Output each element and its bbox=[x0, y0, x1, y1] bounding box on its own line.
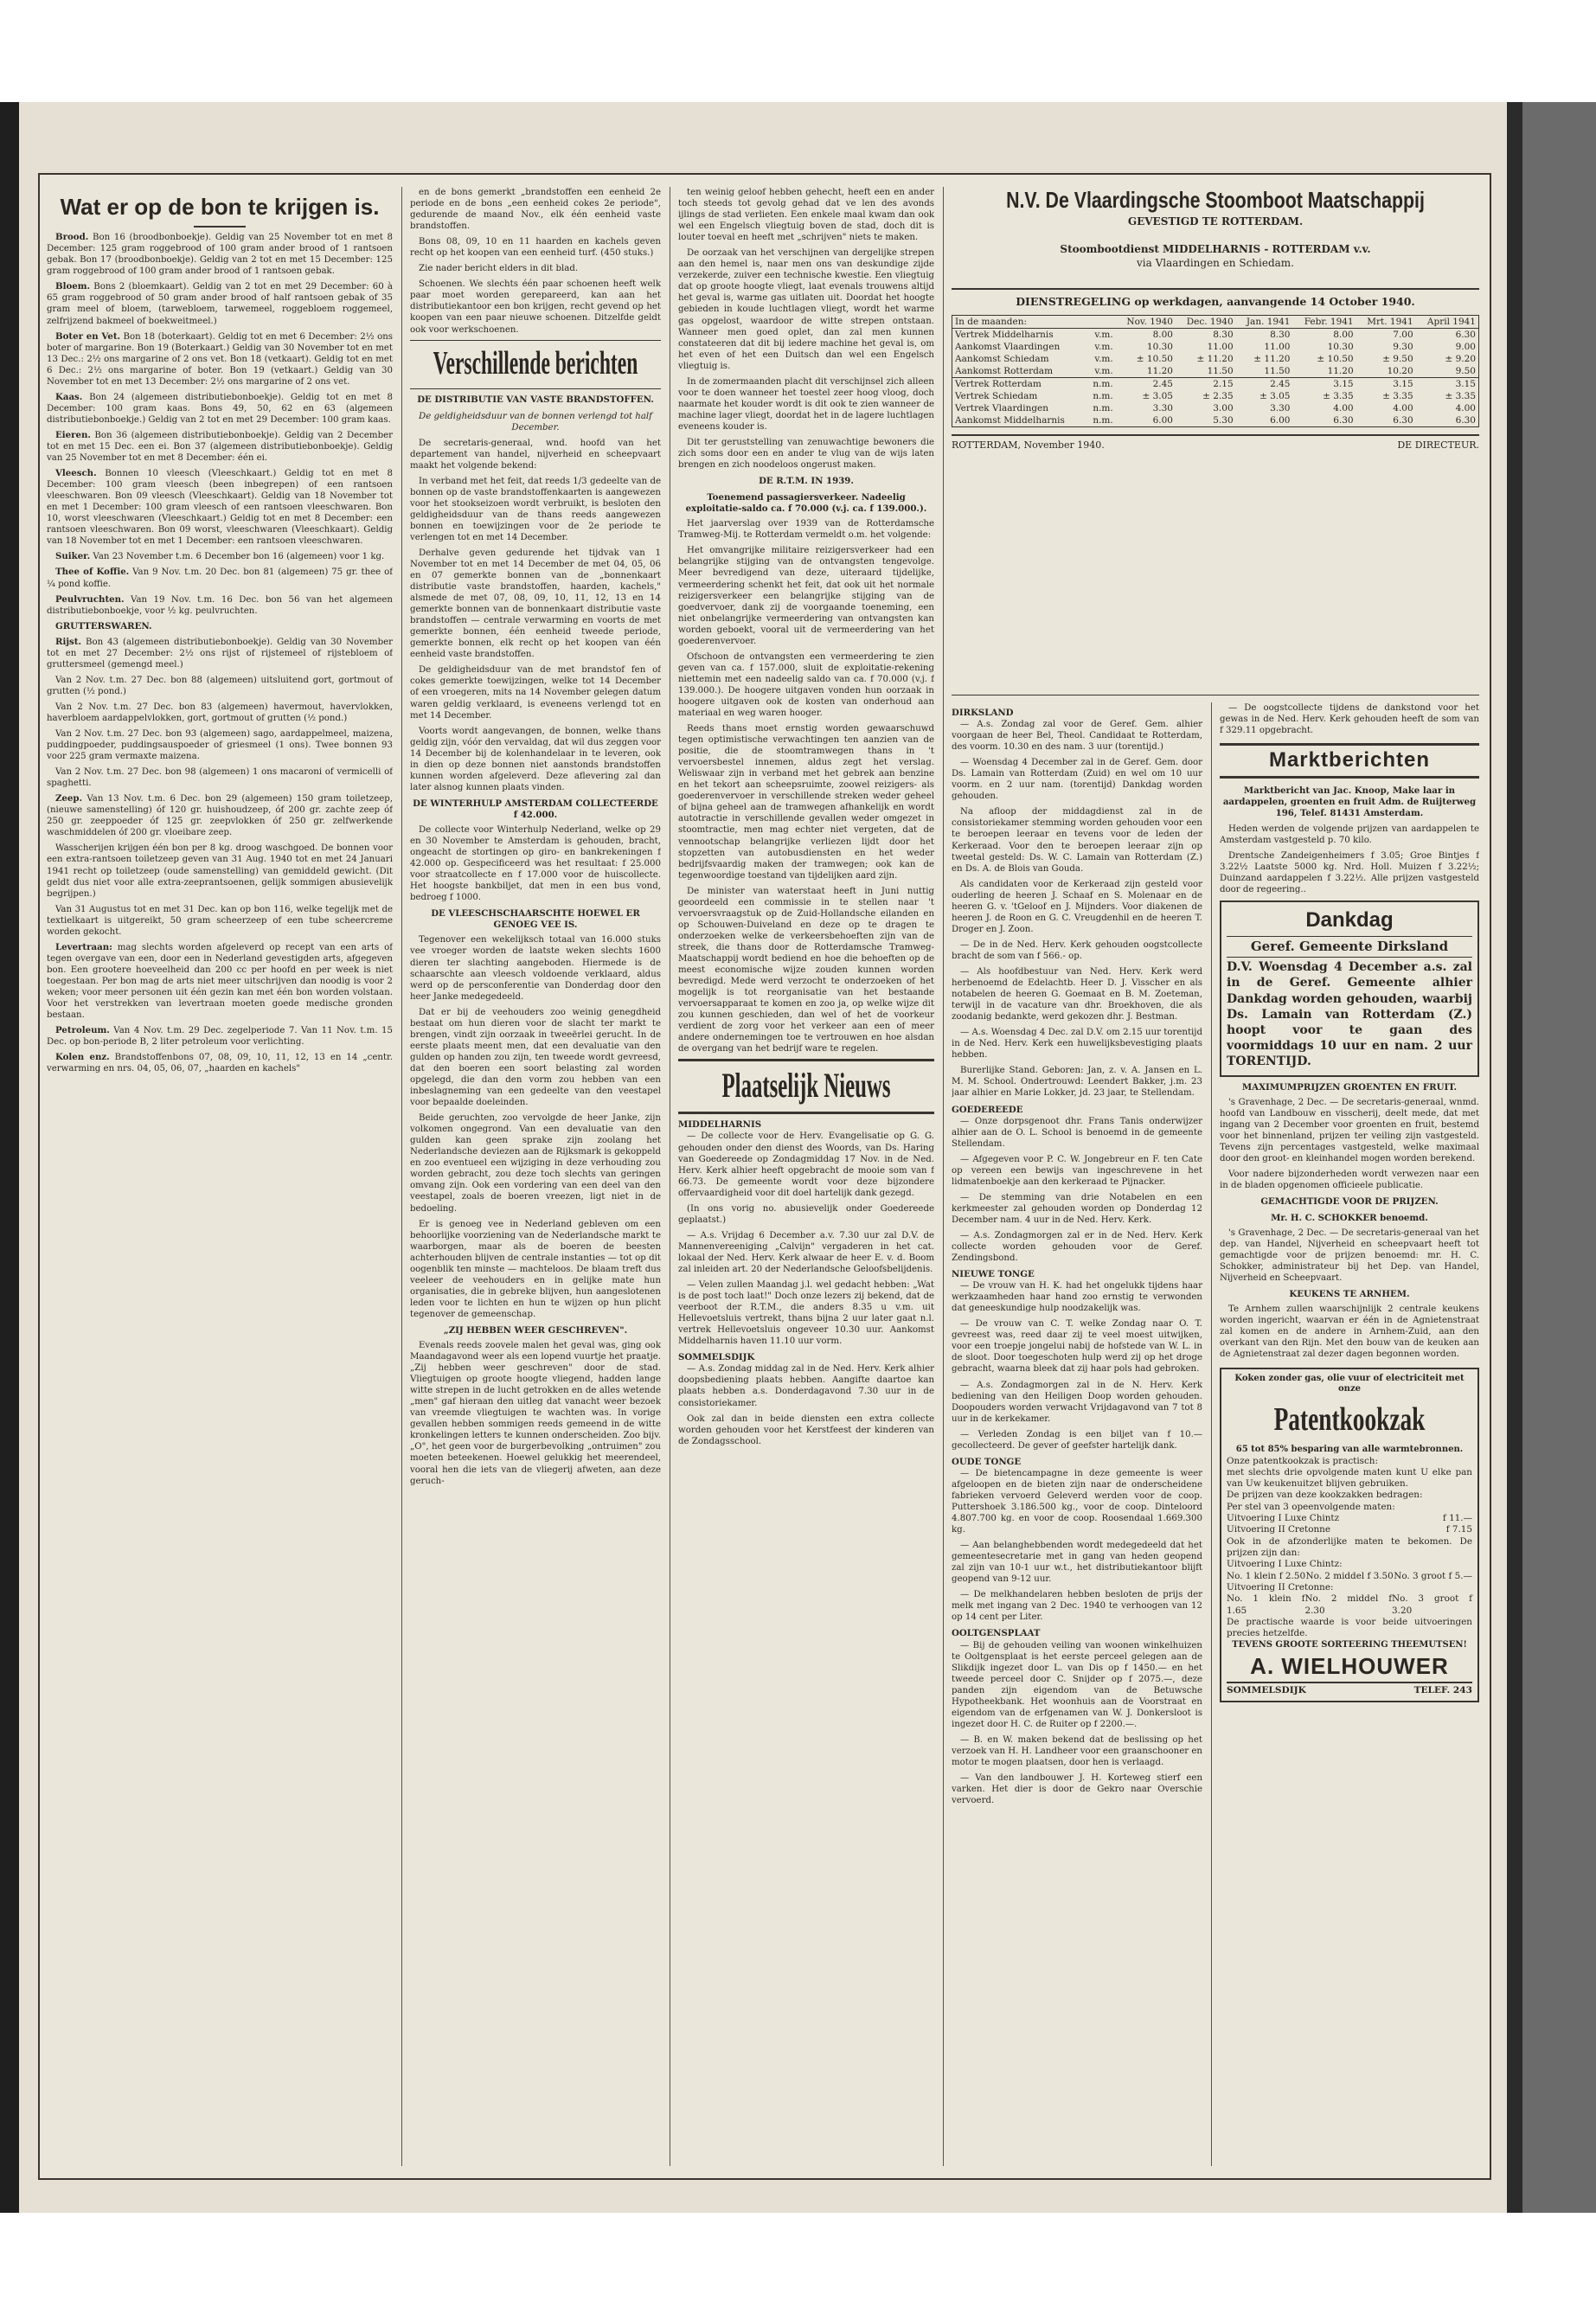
ad-description bbox=[1227, 1456, 1472, 1514]
ration-entry bbox=[47, 637, 393, 670]
ration-entry bbox=[47, 675, 393, 697]
ration-entry bbox=[47, 1052, 393, 1074]
section-rule bbox=[410, 388, 661, 389]
ration-item: Suiker. bbox=[55, 551, 91, 562]
departure-time: 3.15 bbox=[1292, 378, 1356, 391]
article-paragraph: Ofschoon de ontvangsten een vermeerdering te zien geven van ca. f 157.000, sluit de exploitatie-rekening niettemin met een nadeelig saldo van ca. f 70.000 (v.j. f 139.000.). De hoogere uitgaven vonden hun oorzaak in hoogere uitgaven ook de kosten van onderhoud aan materiaal en weg waren hooger. bbox=[678, 651, 934, 719]
ration-entry bbox=[47, 468, 393, 547]
timetable-row bbox=[952, 414, 1479, 427]
month-header: Dec. 1940 bbox=[1176, 316, 1236, 329]
ration-entry bbox=[47, 392, 393, 426]
article-subheading: De geldigheidsduur van de bonnen verlengd tot half December. bbox=[419, 412, 652, 433]
ad-footer bbox=[1227, 1682, 1472, 1697]
dankdag-congregation: Geref. Gemeente Dirksland bbox=[1227, 936, 1472, 958]
month-header: Jan. 1941 bbox=[1236, 316, 1293, 329]
article-paragraph: — Velen zullen Maandag j.l. wel gedacht hebben: „Wat is de post toch laat!" Doch onze lezers zij bekend, dat de veerboot der R.T.M., die anders 8.35 u v.m. uit Hellevoetsluis vertrekt, thans bijna 2 uur later gaat n.l. vertrek Hellevoetsluis ongeveer 10.30 uur. Aankomst Middelharnis haven 11.10 uur vorm. bbox=[678, 1280, 934, 1347]
article-paragraph: — Aan belanghebbenden wordt medegedeeld dat het gemeentesecretarie met in gang van heden geopend zal zijn van 10-1 uur w.t., het distributiekantoor blijft geopend van 9-12 uur. bbox=[952, 1541, 1202, 1585]
section-rule bbox=[410, 340, 661, 341]
article-paragraph: — De melkhandelaren hebben besloten de prijs der melk met ingang van 2 Dec. 1940 te verhoogen van 12 op 14 cent per Liter. bbox=[952, 1590, 1202, 1623]
article-paragraph: De oorzaak van het verschijnen van dergelijke strepen aan den hemel is, naar men ons van deskundige zijde verzekerde, zuiver een technische kwestie. Een vliegtuig dat op groote hoogte vliegt, laat evenals trouwens altijd het geval is, warme gas uitlaten uit. Doordat het hoogte gebieden in koude luchtlagen vliegt, wordt het warme gas opgelost, waardoor de witte strepen ontstaan. Wanneer men goed oplet, dan zal men kunnen constateeren dat dit bij iedere machine het geval is, om het even of het een Duitsch dan wel een Engelsch vliegtuig is. bbox=[678, 248, 934, 371]
departure-time: 10.20 bbox=[1387, 366, 1413, 376]
article-paragraph: ten weinig geloof hebben gehecht, heeft een en ander toch steeds tot gevolg gehad dat ve len des avonds ijlings de stad verlieten. Een enkele maal kwam dan ook wel een Engelsch vliegtuig boven de stad, doch dit is louter toeval en heeft met „schrijven" niets te maken. bbox=[678, 188, 934, 243]
article-paragraph: Er is genoeg vee in Nederland gebleven om een behoorlijke voorziening van de Nederlandsche markt te waarborgen, maar als de boeren de beesten achterhouden blijven de centrale instanties — tot op dit oogenblik ten minste — machteloos. De blaam treft dus veeleer de veehouders en in gelijke mate hun organisaties, die in gebreke blijven, hun aangeslotenen leden voor te lichten en hun te wijzen op hun plicht tegenover de gemeenschap. bbox=[410, 1219, 661, 1319]
ad-intro: Koken zonder gas, olie vuur of electriciteit met onze bbox=[1234, 1373, 1465, 1394]
ad-line: met slechts drie opvolgende maten kunt U elke pan van Uw keukenuitzet blijven gebruiken. bbox=[1227, 1466, 1472, 1490]
departure-time: 3.30 bbox=[1152, 403, 1173, 413]
departure-time: 8.00 bbox=[1152, 330, 1173, 340]
departure-time: 9.50 bbox=[1455, 366, 1476, 376]
article-paragraph: Na afloop der middagdienst zal in de consistoriekamer stemming worden gehouden voor een te beroepen leeraar en tevens voor de leden der Kerkeraad. Voor den te beroepen leeraar zijn op tweetal gesteld: Ds. W. C. Lamain van Rotterdam (Z.) en Ds. A. de Blois van Gouda. bbox=[952, 807, 1202, 874]
column-divider bbox=[1211, 702, 1212, 2166]
timetable-row bbox=[952, 402, 1479, 414]
ration-item: Rijst. bbox=[55, 636, 82, 647]
departure-time: 3.15 bbox=[1356, 378, 1416, 391]
article-heading: GEMACHTIGDE VOOR DE PRIJZEN. bbox=[1260, 1195, 1439, 1207]
ration-details: Van 9 Nov. t.m. 20 Dec. bon 81 (algemeen) 75 gr. thee of ¼ pond koffie. bbox=[47, 567, 393, 589]
company-location: GEVESTIGD TE ROTTERDAM. bbox=[1127, 215, 1304, 228]
time-period: n.m. bbox=[1093, 403, 1113, 413]
article-paragraph: — Woensdag 4 December zal in de Geref. Gem. door Ds. Lamain van Rotterdam (Zuid) en wel om 10 uur voorm. en 2 uur nam. (torentijd) Dankdag worden gehouden. bbox=[952, 758, 1202, 802]
departure-time: 6.30 bbox=[1455, 415, 1476, 426]
article-body bbox=[410, 438, 661, 793]
plaatselijk-nieuws-heading: Plaatselijk Nieuws bbox=[721, 1066, 891, 1106]
timetable-row bbox=[952, 329, 1479, 342]
article-paragraph: en de bons gemerkt „brandstoffen een eenheid 2e periode en de bons „een eenheid cokes 2e periode", gedurende de maand Nov., elk één eenheid vaste brandstoffen. bbox=[410, 188, 661, 232]
ad-town: SOMMELSDIJK bbox=[1227, 1684, 1306, 1695]
ration-entry bbox=[47, 567, 393, 589]
article-paragraph: In de zomermaanden placht dit verschijnsel zich alleen voor te doen wanneer het toestel zeer hoog vloog, doch naarmate het kouder wordt is dit ook te zien wanneer de machine lager vliegt, doordat het in de lagere luchtlagen eveneens kouder is. bbox=[678, 376, 934, 432]
article-heading: „ZIJ HEBBEN WEER GESCHREVEN". bbox=[443, 1324, 628, 1336]
ad-line: Per stel van 3 opeenvolgende maten: bbox=[1227, 1501, 1395, 1512]
local-news-list bbox=[952, 708, 1202, 1806]
stop-name: Aankomst Schiedam bbox=[955, 354, 1049, 364]
column-berichten bbox=[410, 187, 661, 2166]
stop-name: Aankomst Rotterdam bbox=[955, 366, 1054, 376]
place-heading: NIEUWE TONGE bbox=[952, 1269, 1035, 1280]
article-paragraph: Heden werden de volgende prijzen van aardappelen te Amsterdam vastgesteld p. 70 kilo. bbox=[1220, 824, 1479, 846]
article-heading: DE R.T.M. IN 1939. bbox=[759, 476, 854, 487]
column-market bbox=[1220, 702, 1479, 2166]
ad-shop-name: A. WIELHOUWER bbox=[1250, 1653, 1449, 1680]
ration-item: Kolen enz. bbox=[55, 1052, 110, 1063]
section-rule bbox=[678, 1059, 934, 1061]
ad-tagline: 65 tot 85% besparing van alle warmtebronnen. bbox=[1235, 1444, 1464, 1454]
article-subheading: Toenemend passagiersverkeer. Nadeelig exploitatie-saldo ca. f 70.000 (v.j. ca. f 139.000.). bbox=[685, 492, 927, 515]
article-paragraph: — Afgegeven voor P. C. W. Jongebreur en F. ten Cate op vereen een bewijs van ingeschrevene in het lidmatenboekje aan den kerkeraad te Pijnacker. bbox=[952, 1154, 1202, 1187]
article-paragraph: Ook zal dan in beide diensten een extra collecte worden gehouden voor het Kerstfeest der kinderen van de Zondagsschool. bbox=[678, 1413, 934, 1446]
ration-entry bbox=[47, 281, 393, 326]
months-label: In de maanden: bbox=[952, 316, 1116, 329]
article-paragraph: Voorts wordt aangevangen, de bonnen, welke thans geldig zijn, vóór den vervaldag, dat wil dus zeggen voor 14 December bij de kolenhandelaar in te leveren, ook in dien op deze bonnen niet aanstonds brandstoffen kunnen worden afgeleverd. Deze aflevering zal dan later alsnog kunnen plaats vinden. bbox=[410, 726, 661, 792]
dankdag-notice bbox=[1220, 901, 1479, 1076]
ad-variant: Uitvoering II Cretonne bbox=[1227, 1524, 1331, 1535]
ration-details: Bon 36 (algemeen distributiebonboekje). Geldig van 2 December tot en met 15 Dec. een ei. Bon 37 (algemeen distributiebonboekje). Geldig van 25 November tot en met 8 December: één ei. bbox=[47, 430, 393, 464]
ad-price: f 11.— bbox=[1442, 1513, 1472, 1524]
article-paragraph: — De vrouw van C. T. welke Zondag naar O. T. gevreest was, reed daar zij te veel moest uitwijken, voor een troepje jongelui nabij de hofstede van W. L. in de sloot. Door toegeschoten hulp werd zij op het droge gebracht, waarna bleek dat zij haar pols had gebroken. bbox=[952, 1319, 1202, 1375]
ad-size-price: No. 1 klein f 2.50 bbox=[1227, 1570, 1306, 1581]
ration-details: Bonnen 10 vleesch (Vleeschkaart.) Geldig tot en met 8 December: 100 gram vleesch (been inbegrepen) of een rantsoen vleeschwaren. Bon 09 vleesch (Vleeschkaart). Geldig van 18 November tot en met 1 December: 100 gram vleesch of een rantsoen vleeschwaren. Bon 10, worst vleeschwaren (Vleeschkaart.) Geldig tot en met 8 December: een rantsoen vleeschwaren. Bon 09 worst, vleeschwaren (Vleeschkaart). Geldig van 18 November tot en met 1 December: een rantsoen vleeschwaren. bbox=[47, 469, 393, 547]
time-period: n.m. bbox=[1086, 378, 1116, 391]
article-paragraph: 's Gravenhage, 2 Dec. — De secretaris-generaal, wnmd. hoofd van Landbouw en visscherij, deelt mede, dat met ingang van 2 December voor groenten en fruit, bestemd voor het binnenland, prijzen ter veiling zijn vastgesteld. Tevens zijn percentages vastgesteld, welke maximaal door den groot- en kleinhandel mogen worden berekend. bbox=[1220, 1097, 1479, 1163]
article-paragraph: — A.s. Zondag zal voor de Geref. Gem. alhier voorgaan de heer Bel, Theol. Candidaat te Rotterdam, des voorm. 10.30 en des nam. 3 uur (torentijd.) bbox=[952, 720, 1202, 753]
article-paragraph: Reeds thans moet ernstig worden gewaarschuwd tegen optimistische verwachtingen ten aanzien van de positie, die de stoomtramwegen thans in 't vervoersbestel innemen, aldus zegt het verslag. Weliswaar zijn in verband met het gebrek aan benzine en het tekort aan scheepsruimte, zoowel reizigers- als goederenvervoer in verschillende streken weder geheel of bijna geheel aan de tramwegen afhankelijk en wordt autotractie in verschillende gevallen weder omgezet in stoomtractie, men mag echter niet vergeten, dat de vennootschap belangrijke verliezen lijdt door het stopzetten van autobusdiensten en het weder bedrijfsvaardig maken der tramwegen; ook kan de tegenwoordige toestand van tijdelijken aard zijn. bbox=[678, 724, 934, 881]
departure-time: 2.45 bbox=[1236, 378, 1293, 391]
article-paragraph: — Als hoofdbestuur van Ned. Herv. Kerk werd herbenoemd de Edelachtb. Heer D. J. Visscher en als notabelen de heeren G. Goemaat en B. M. Zoeteman, terwijl in de vacature van dhr. Broekhoven, die als zoodanig bedankte, werd gekozen dhr. J. Bestman. bbox=[952, 966, 1202, 1022]
column-divider bbox=[401, 187, 402, 2166]
article-paragraph: Evenals reeds zoovele malen het geval was, ging ook Maandagavond weer als een lopend vuurtje het praatje. „Zij hebben weer geschreven" door de stad. Vliegtuigen op groote hoogte vliegend, hadden lange witte strepen in de lucht getrokken en de alles wetende „men" gaf hieraan den uitleg dat vanacht weer bezoek van vreemde vliegtuigen te wachten was. In vorige gevallen hebben sommigen reeds gemeend in de witte kronkelingen letters te kunnen onderscheiden. Zoo bijv. „O", het geen voor de burgerbevolking „ontruimen" zou moeten beteekenen. Hoewel gelukkig het meerendeel, vooral hen die iets van de vliegerij afweten, aan deze geruch- bbox=[410, 1341, 661, 1486]
ration-entry bbox=[47, 551, 393, 562]
ration-details: Bon 43 (algemeen distributiebonboekje). Geldig van 30 November tot en met 27 December: 2½ ons rijst of rijstemeel of rijstebloem of gruttersmeel (gemengd meel.) bbox=[47, 637, 393, 670]
ration-details: Van 4 Nov. t.m. 29 Dec. zegelperiode 7. Van 11 Nov. t.m. 15 Dec. op bon-periode B, 2 liter petroleum voor verlichting. bbox=[47, 1026, 393, 1048]
ration-item: Zeep. bbox=[55, 793, 83, 804]
time-period: n.m. bbox=[1093, 415, 1113, 426]
ration-item: Thee of Koffie. bbox=[55, 567, 130, 578]
departure-time: 11.50 bbox=[1264, 366, 1291, 376]
ration-details: Bon 16 (broodbonboekje). Geldig van 25 November tot en met 8 December: 125 gram roggebrood of 100 gram ander brood of 1 rantsoen gebak. Bon 17 (broodbonboekje). Geldig van 2 tot en met 15 December: 125 gram roggebrood of 100 gram ander brood of 1 rantsoen gebak. bbox=[47, 233, 393, 277]
ration-item: Peulvruchten. bbox=[55, 593, 125, 605]
departure-time: 2.45 bbox=[1116, 378, 1176, 391]
column-nieuws bbox=[678, 187, 934, 2166]
time-period: v.m. bbox=[1094, 366, 1113, 376]
stop-name: Vertrek Vlaardingen bbox=[955, 403, 1049, 413]
article-paragraph: 's Gravenhage, 2 Dec. — De secretaris-generaal van het dep. van Handel, Nijverheid en scheepvaart heeft tot gemachtigde voor de prijzen benoemd: mr. H. C. Schokker, administrateur bij het Dep. van Handel, Nijverheid en Scheepvaart. bbox=[1220, 1228, 1479, 1284]
ration-entry bbox=[47, 728, 393, 762]
article-paragraph: Derhalve geven gedurende het tijdvak van 1 November tot en met 14 December de met 04, 05, 06 en 07 gemerkte bonnen van de „bonnenkaart distributie vaste brandstoffen, haarden, kachels," alsmede de met 07, 08, 09, 10, 11, 12, 13 en 14 gemerkte bonnen van de bonnenkaart distributie vaste brandstoffen — centrale verwarming en voorts de met gemerkte bonnen, één eenheid tweede periode, gemerkte bonnen, elk recht op het koopen van één eenheid vaste brandstoffen. bbox=[410, 548, 661, 660]
article-paragraph: Drentsche Zandeigenheimers f 3.05; Groe Bintjes f 3.22½ Laatste 5000 kg. Nrd. Holl. Muizen f 3.22½; Duinzand aardappelen f 3.22½. Alle prijzen vastgesteld door de regeering.. bbox=[1220, 851, 1479, 895]
departure-time: 6.30 bbox=[1455, 330, 1476, 340]
article-paragraph: De geldigheidsduur van de met brandstof fen of cokes gemerkte toewijzingen, welke tot 14 December of een vroegeren, mits na 14 November gelegen datum waren geldig verklaard, is eveneens verlengd tot en met 14 December. bbox=[410, 665, 661, 721]
article-paragraph: — Onze dorpsgenoot dhr. Frans Tanis onderwijzer alhier aan de O. L. School is benoemd in de gemeente Stellendam. bbox=[952, 1116, 1202, 1149]
article-paragraph: — Van den landbouwer J. H. Korteweg stierf een varken. Het dier is door de Gekro naar Overschie vervoerd. bbox=[952, 1773, 1202, 1806]
ration-item: Kaas. bbox=[55, 391, 83, 402]
departure-time: 3.15 bbox=[1416, 378, 1479, 391]
departure-time: 4.00 bbox=[1333, 403, 1354, 413]
column-local-news bbox=[952, 702, 1202, 2166]
article-paragraph: Te Arnhem zullen waarschijnlijk 2 centrale keukens worden ingericht, waarvan er één in de Agnietenstraat zal komen en de andere in Arnhem-Zuid, aan den overkant van den Rijn. Met den bouw van de keuken aan de Agnietenstraat zal dezer dagen begonnen worden. bbox=[1220, 1304, 1479, 1360]
month-header: Febr. 1941 bbox=[1292, 316, 1356, 329]
article-paragraph: — B. en W. maken bekend dat de beslissing op het verzoek van H. H. Landheer voor een graanschooner en motor te mogen plaatsen, door hen is verlaagd. bbox=[952, 1734, 1202, 1767]
departure-time: 6.00 bbox=[1152, 415, 1173, 426]
service-route: via Vlaardingen en Schiedam. bbox=[1137, 257, 1294, 269]
market-source: Marktbericht van Jac. Knoop, Make laar in aardappelen, groenten en fruit Adm. de Ruijterweg 196, Telef. 81431 Amsterdam. bbox=[1222, 785, 1477, 818]
time-period: v.m. bbox=[1094, 354, 1113, 364]
departure-time: 11.00 bbox=[1207, 342, 1234, 352]
ad-product-name: Patentkookzak bbox=[1273, 1401, 1426, 1439]
article-heading: DE WINTERHULP AMSTERDAM COLLECTEERDE f 42.000. bbox=[413, 798, 658, 820]
article-body bbox=[1220, 1227, 1479, 1284]
kookzak-advertisement bbox=[1220, 1368, 1479, 1703]
article-paragraph: Het jaarverslag over 1939 van de Rotterdamsche Tramweg-Mij. te Rotterdam vermeldt o.m. het volgende: bbox=[678, 519, 934, 541]
departure-time: ± 2.35 bbox=[1202, 391, 1234, 401]
departure-time: ± 3.35 bbox=[1323, 391, 1354, 401]
ration-details: Van 2 Nov. t.m. 27 Dec. bon 83 (algemeen) havermout, havervlokken, haverbloem aardappelvlokken, gort, gortmout of grutten (½ pond.) bbox=[47, 702, 393, 723]
article-paragraph: Schoenen. We slechts één paar schoenen heeft welk paar moet worden gerepareerd, kan aan het distributiekantoor een bon krijgen, recht gevend op het koopen van een paar nieuwe schoenen. Ditzelfde geldt ook voor werkschoenen. bbox=[410, 279, 661, 335]
timetable-row bbox=[952, 341, 1479, 353]
departure-time: 6.00 bbox=[1270, 415, 1291, 426]
article-body bbox=[410, 824, 661, 903]
ration-entry bbox=[47, 904, 393, 938]
title-rule bbox=[194, 226, 246, 228]
ad-line: De prijzen van deze kookzakken bedragen: bbox=[1227, 1490, 1423, 1501]
ration-entry bbox=[47, 232, 393, 277]
ration-entry bbox=[47, 702, 393, 724]
timetable-footer bbox=[952, 434, 1479, 451]
article-paragraph: (In ons vorig no. abusievelijk onder Goedereede geplaatst.) bbox=[678, 1203, 934, 1225]
departure-time: 8.30 bbox=[1213, 330, 1234, 340]
article-paragraph: — A.s. Woensdag 4 Dec. zal D.V. om 2.15 uur torentijd in de Ned. Herv. Kerk een huwelijksbevestiging plaats hebben. bbox=[952, 1028, 1202, 1061]
ad-price-row bbox=[1227, 1513, 1472, 1524]
article-paragraph: — De in de Ned. Herv. Kerk gehouden oogstcollecte bracht de som van f 566.- op. bbox=[952, 939, 1202, 961]
article-body bbox=[678, 1363, 934, 1446]
ration-entry bbox=[47, 942, 393, 1021]
month-header: Mrt. 1941 bbox=[1356, 316, 1416, 329]
ration-details: Bon 18 (boterkaart). Geldig tot en met 6 December: 2½ ons boter of margarine. Bon 19 (Boterkaart.) Geldig van 30 November tot en met 13 Dec.: 2½ ons margarine of 2 ons vet. Bon 18 (vetkaart). Geldig tot en met 6 Dec.: 2½ ons margarine of boter. Bon 19 (vetkaart.) Geldig van 30 November tot en met 13 December: 2½ ons margarine of 2 ons vet. bbox=[47, 331, 393, 387]
article-paragraph: Dit ter geruststelling van zenuwachtige bewoners die zich soms door een en ander te vlug van de wijs laten brengen en zich noodeloos ongerust maken. bbox=[678, 437, 934, 471]
company-name: N.V. De Vlaardingsche Stoomboot Maatschappij bbox=[1006, 187, 1425, 213]
article-paragraph: — Bij de gehouden veiling van woonen winkelhuizen te Ooltgensplaat is het eerste perceel gelegen aan de Slikdijk ingezet door L. van Dis op f 1450.— en het tweede perceel door C. Snijder op f 2075.—, deze panden zijn eigendom van de Betuwsche Hypotheekbank. Het woonhuis aan de Voorstraat en eigendom van de erfgenamen van W. J. Donkersloot is ingezet door H. C. de Ruiter op f 2200.—. bbox=[952, 1640, 1202, 1729]
ration-details: Van 2 Nov. t.m. 27 Dec. bon 93 (algemeen) sago, aardappelmeel, maizena, puddingpoeder, puddingsauspoeder of griesmeel (1 ons). Twee bonnen 93 voor 225 gram vermaxte maizena. bbox=[47, 729, 393, 762]
article-paragraph: — De collecte voor de Herv. Evangelisatie op G. G. gehouden onder den dienst des Woords, van Ds. Haring van Goedereede op Zondagmiddag 17 Nov. in de Ned. Herv. Kerk alhier heeft opgebracht de mooie som van f 66.73. De gemeente wordt voor deze bijzondere offervaardigheid voor dit doel hartelijk dank gezegd. bbox=[678, 1131, 934, 1198]
ration-details: Bons 2 (bloemkaart). Geldig van 2 tot en met 29 December: 60 à 65 gram roggebrood of 50 gram ander brood of half rantsoen gebak of 35 gram meel of bloem, (tarwebloem, tarwemeel, roggebloem roggemeel, zelfrijzend bakmeel of boekweitmeel.) bbox=[47, 282, 393, 326]
article-paragraph: Beide geruchten, zoo vervolgde de heer Janke, zijn volkomen ongegrond. Van een devaluatie van den gulden kan geen sprake zijn zoolang het Nederlandsche deviezen aan de Rijksmark is gekoppeld en zoo eventueel een wijziging in deze verhouding zou worden gebracht, zou deze toch slechts van geringen omvang zijn. Ook een vordering van een deel van den veestapel, zoals de boeren vreezen, ligt niet in de bedoeling. bbox=[410, 1113, 661, 1214]
article-paragraph: Burerlijke Stand. Geboren: Jan, z. v. A. Jansen en L. M. M. School. Ondertrouwd: Leendert Bakker, j.m. 23 jaar alhier en Marie Lokker, jd. 23 jaar, te Stellendam. bbox=[952, 1066, 1202, 1099]
ration-entry bbox=[47, 621, 393, 632]
ration-entry bbox=[47, 430, 393, 464]
timetable-signature: DE DIRECTEUR. bbox=[1397, 439, 1479, 451]
ration-details: Bon 24 (algemeen distributiebonboekje). Geldig tot en met 8 December: 100 gram kaas. Bons 49, 50, 62 en 63 (algemeen distributiebonboekje.) Geldig van 2 tot en met 29 December: 100 gram kaas. bbox=[47, 392, 393, 425]
ration-details: Van 19 Nov. t.m. 16 Dec. bon 56 van het algemeen distributiebonboekje, voor ½ kg. peulvruchten. bbox=[47, 594, 393, 616]
ad-single-sizes: Ook in de afzonderlijke maten te bekomen. De prijzen zijn dan: bbox=[1227, 1535, 1472, 1559]
rations-title: Wat er op de bon te krijgen is. bbox=[60, 194, 380, 220]
ad-variant: Uitvoering I Luxe Chintz bbox=[1227, 1513, 1340, 1524]
place-heading: OOLTGENSPLAAT bbox=[952, 1628, 1041, 1639]
ration-item: Petroleum. bbox=[55, 1025, 110, 1036]
ad-size-price: No. 3 groot f 3.20 bbox=[1392, 1593, 1473, 1616]
ration-item: GRUTTERSWAREN. bbox=[55, 620, 152, 631]
departure-time: 3.30 bbox=[1270, 403, 1291, 413]
departure-time: 4.00 bbox=[1455, 403, 1476, 413]
ad-size-prices bbox=[1227, 1571, 1472, 1582]
departure-time: 2.15 bbox=[1176, 378, 1236, 391]
article-body bbox=[678, 518, 934, 1054]
ad-size-price: No. 2 middel f 2.30 bbox=[1304, 1593, 1393, 1616]
place-heading: MIDDELHARNIS bbox=[678, 1119, 762, 1131]
market-prices bbox=[1220, 824, 1479, 895]
article-body bbox=[410, 934, 661, 1320]
article-paragraph: Bons 08, 09, 10 en 11 haarden en kachels geven recht op het koopen van een eenheid turf. (450 stuks.) bbox=[410, 237, 661, 259]
ration-item: Brood. bbox=[55, 232, 89, 243]
ration-details: Wasscherijen krijgen één bon per 8 kg. droog waschgoed. De bonnen voor een extra-rantsoen toiletzeep geven van 31 Aug. 1940 tot en met 24 Januari 1941 recht op toiletzeep (oude samenstelling) van gemiddeld gewicht. (Dit geldt dus niet voor alle extra-zeeprantsoenen, gelijk sommigen abusievelijk begrijpen.) bbox=[47, 843, 393, 899]
ad-extra: TEVENS GROOTE SORTEERING THEEMUTSEN! bbox=[1232, 1639, 1467, 1650]
place-heading: OUDE TONGE bbox=[952, 1456, 1022, 1467]
article-paragraph: Dat er bij de veehouders zoo weinig genegdheid bestaat om hun dieren voor de slacht ter markt te brengen, vindt zijn oorzaak in tweeërlei gerucht. In de eerste plaats meent men, dat een devaluatie van den gulden op handen zou zijn, ten tweede wordt gevreesd, dat den boeren een soort belasting zal worden opgelegd, die dan den vorm zou hebben van een inbeslagneming van een gedeelte van den veestapel voor bepaalde doeleinden. bbox=[410, 1007, 661, 1108]
berichten-heading: Verschillende berichten bbox=[433, 344, 638, 381]
article-subheading: Mr. H. C. SCHOKKER benoemd. bbox=[1271, 1212, 1428, 1223]
ration-details: Van 2 Nov. t.m. 27 Dec. bon 88 (algemeen) uitsluitend gort, gortmout of grutten (½ pond.) bbox=[47, 675, 393, 696]
ration-details: Van 31 Augustus tot en met 31 Dec. kan op bon 116, welke tegelijk met de textielkaart is uitgereikt, 50 gram scheerzeep of een tube scheercreme worden gekocht. bbox=[47, 904, 393, 937]
ad-price-row bbox=[1227, 1524, 1472, 1535]
timetable-heading: DIENSTREGELING op werkdagen, aanvangende 14 October 1940. bbox=[952, 288, 1479, 308]
stop-name: Aankomst Vlaardingen bbox=[955, 342, 1061, 352]
column-rations bbox=[47, 187, 393, 2166]
departure-time: ± 9.20 bbox=[1445, 354, 1476, 364]
month-header: Nov. 1940 bbox=[1116, 316, 1176, 329]
ad-line: Onze patentkookzak is practisch: bbox=[1227, 1455, 1378, 1466]
article-paragraph: — A.s. Zondagmorgen zal er in de Ned. Herv. Kerk collecte worden gehouden voor de Geref. Zendingsbond. bbox=[952, 1230, 1202, 1264]
article-paragraph: Het omvangrijke militaire reizigersverkeer had een belangrijke stijging van de ontvangsten tengevolge. Meer bevredigend van deze, uiteraard tijdelijke, vermeerdering schenkt het feit, dat ook uit het normale reizigersverkeer een belangrijke stijging van de goedvervoer, dank zij de voorgaande toeneming, een niet onbelangrijke vermeerdering van ontvangsten kan worden geboekt, vooral uit de vermeerdering van het goederenvervoer. bbox=[678, 546, 934, 646]
place-heading: SOMMELSDIJK bbox=[678, 1352, 755, 1363]
ration-entry bbox=[47, 1025, 393, 1048]
departure-time: ± 3.05 bbox=[1259, 391, 1291, 401]
article-heading: DE DISTRIBUTIE VAN VASTE BRANDSTOFFEN. bbox=[417, 394, 654, 406]
timetable-row bbox=[952, 390, 1479, 402]
article-paragraph: Als candidaten voor de Kerkeraad zijn gesteld voor ouderling de heeren J. Schaaf en S. Molenaar en de heeren G. v. 'tGeloof en J. Mijnders. Voor diakenen de heeren J. de Roon en G. C. Vreugdenhil en de heeren T. Droger en J. Zoon. bbox=[952, 879, 1202, 934]
ad-variant: Uitvoering I Luxe Chintz: bbox=[1227, 1559, 1343, 1570]
departure-time: 4.00 bbox=[1393, 403, 1413, 413]
service-name: Stoombootdienst MIDDELHARNIS - ROTTERDAM v.v. bbox=[1060, 243, 1371, 255]
article-paragraph: — De vrouw van H. K. had het ongelukk tijdens haar werkzaamheden haar hand zoo ernstig te verwonden dat geneeskundige hulp noodzakelijk was. bbox=[952, 1281, 1202, 1314]
departure-time: 3.00 bbox=[1213, 403, 1234, 413]
time-period: v.m. bbox=[1094, 342, 1113, 352]
ad-size-price: No. 2 middel f 3.50 bbox=[1305, 1570, 1394, 1581]
timetable-row bbox=[952, 378, 1479, 391]
ration-details: mag slechts worden afgeleverd op recept van een arts of tegen overgave van een, door een in Nederland gevestigden arts, afgegeven bon. Een grootere hoeveelheid dan 200 cc per hoofd en per week is niet toegestaan. Per bon mag de arts niet meer uitschrijven dan noodig is voor 2 weken; voor meer personen uit één gezin kan met één bon worden volstaan. Voor het verstrekken van levertraan moeten goede medische gronden bestaan. bbox=[47, 942, 393, 1021]
ration-entry bbox=[47, 843, 393, 899]
ration-item: Bloem. bbox=[55, 281, 91, 292]
ration-entry bbox=[47, 766, 393, 789]
time-period: v.m. bbox=[1094, 330, 1113, 340]
departure-time: ± 3.35 bbox=[1382, 391, 1413, 401]
article-paragraph: — A.s. Zondag middag zal in de Ned. Herv. Kerk alhier doopsbediening plaats hebben. Aangifte daartoe kan plaats hebben a.s. Donderdagavond 7.30 uur in de consistoriekamer. bbox=[678, 1364, 934, 1408]
ad-variant: Uitvoering II Cretonne: bbox=[1227, 1581, 1334, 1593]
departure-time: 11.50 bbox=[1207, 366, 1234, 376]
article-paragraph: — A.s. Vrijdag 6 December a.v. 7.30 uur zal D.V. de Mannenvereeniging „Calvijn" vergaderen in het cat. lokaal der Ned. Herv. Kerk alwaar de heer E. v. d. Boom zal inleiden art. 20 der Nederlandsche Geloofsbelijdenis. bbox=[678, 1230, 934, 1274]
departure-time: 7.00 bbox=[1393, 330, 1413, 340]
departure-time: 9.30 bbox=[1393, 342, 1413, 352]
ration-details: Brandstoffenbons 07, 08, 09, 10, 11, 12, 13 en 14 „centr. verwarming en nrs. 04, 05, 06, 07, „haarden en kachels" bbox=[47, 1053, 393, 1074]
section-rule bbox=[678, 1112, 934, 1114]
article-paragraph: — De stemming van drie Notabelen en een kerkmeester zal gehouden worden op Donderdag 12 December nam. 4 uur in de Ned. Herv. Kerk. bbox=[952, 1192, 1202, 1225]
rations-continued bbox=[410, 187, 661, 336]
article-paragraph: In verband met het feit, dat reeds 1/3 gedeelte van de bonnen op de vaste brandstoffenkaarten is aangewezen voor het stookseizoen wordt verbruikt, is besloten den geldigheidsduur van de thans reeds aangewezen bonnen en toewijzingen voor de 2e periode te verlengen tot en met 14 December. bbox=[410, 476, 661, 542]
article-body bbox=[678, 187, 934, 471]
ration-item: Vleesch. bbox=[55, 468, 97, 479]
ration-details: Van 23 November t.m. 6 December bon 16 (algemeen) voor 1 kg. bbox=[90, 552, 385, 562]
ration-entry bbox=[47, 793, 393, 838]
article-heading: MAXIMUMPRIJZEN GROENTEN EN FRUIT. bbox=[1241, 1081, 1458, 1093]
timetable-table bbox=[952, 315, 1479, 427]
departure-time: 6.30 bbox=[1333, 415, 1354, 426]
article-paragraph: — De bietencampagne in deze gemeente is weer afgeloopen en de bieten zijn naar de onderscheidene fabrieken vervoerd Geleverd werden voor de coop. Puttershoek 3.186.500 kg., voor de coop. Dinteloord 4.807.700 kg. en voor de coop. Roosendaal 1.669.300 kg. bbox=[952, 1468, 1202, 1535]
article-paragraph: Tegenover een wekelijksch totaal van 16.000 stuks vee vroeger worden de laatste weken slechts 1600 dieren ter slachting aangeboden. Hiermede is de schaarschte aan vleesch voldoende verklaard, aldus werd op de persconferentie van Donderdag door den heer Janke medegedeeld. bbox=[410, 935, 661, 1002]
right-scan-strip bbox=[1507, 102, 1522, 2213]
article-body bbox=[1220, 1097, 1479, 1191]
article-body bbox=[410, 1340, 661, 1487]
article-paragraph: Voor nadere bijzonderheden wordt verwezen naar een in de bladen opgenomen officieele publicatie. bbox=[1220, 1169, 1479, 1190]
timetable-advertisement bbox=[952, 187, 1479, 695]
ration-item: Boter en Vet. bbox=[55, 330, 121, 342]
departure-time: ± 10.50 bbox=[1136, 354, 1173, 364]
ration-entry bbox=[47, 331, 393, 388]
article-body bbox=[678, 1131, 934, 1347]
place-heading: GOEDEREEDE bbox=[952, 1104, 1023, 1115]
market-heading: Marktberichten bbox=[1220, 743, 1479, 779]
timetable-date: ROTTERDAM, November 1940. bbox=[952, 439, 1105, 451]
departure-time: 9.00 bbox=[1455, 342, 1476, 352]
departure-time: ± 10.50 bbox=[1317, 354, 1354, 364]
article-paragraph: De secretaris-generaal, wnd. hoofd van het departement van handel, nijverheid en scheepvaart maakt het volgende bekend: bbox=[410, 438, 661, 471]
ration-details: Van 13 Nov. t.m. 6 Dec. bon 29 (algemeen) 150 gram toiletzeep, (nieuwe samenstelling) óf 120 gr. huishoudzeep, óf 200 gr. zachte zeep óf 250 gr. zeeppoeder óf 125 gr. zeepvlokken óf 250 gr. zelfwerkende waschmiddelen óf 200 gr. vloeibare zeep. bbox=[47, 794, 393, 838]
departure-time: 11.20 bbox=[1327, 366, 1354, 376]
departure-time: 8.30 bbox=[1270, 330, 1291, 340]
left-scan-edge bbox=[0, 102, 19, 2213]
article-heading: KEUKENS TE ARNHEM. bbox=[1289, 1289, 1410, 1300]
ad-size-prices bbox=[1227, 1593, 1472, 1617]
departure-time: ± 11.20 bbox=[1196, 354, 1234, 364]
article-paragraph: — De oogstcollecte tijdens de dankstond voor het gewas in de Ned. Herv. Kerk gehouden heeft de som van f 329.11 opgebracht. bbox=[1220, 703, 1479, 736]
departure-time: ± 3.35 bbox=[1445, 391, 1476, 401]
ad-phone: TELEF. 243 bbox=[1413, 1684, 1472, 1695]
column-divider bbox=[943, 187, 944, 2166]
departure-time: ± 3.05 bbox=[1142, 391, 1173, 401]
ration-entry bbox=[47, 594, 393, 617]
rations-list bbox=[47, 232, 393, 1074]
place-heading: DIRKSLAND bbox=[952, 708, 1014, 718]
departure-time: ± 11.20 bbox=[1253, 354, 1291, 364]
dankdag-text: D.V. Woensdag 4 December a.s. zal in de Geref. Gemeente alhier Dankdag worden gehouden, waarbij Ds. Lamain van Rotterdam (Z.) hoopt voor te gaan des voormiddags 10 uur en nam. 2 uur TORENTIJD. bbox=[1227, 960, 1472, 1069]
article-paragraph: — Verleden Zondag is een biljet van f 10.— gecollecteerd. De gever of geefster hartelijk dank. bbox=[952, 1429, 1202, 1451]
article-heading: DE VLEESCHSCHAARSCHTE HOEWEL ER GENOEG VEE IS. bbox=[431, 908, 640, 931]
ad-size-price: No. 1 klein f 1.65 bbox=[1227, 1593, 1305, 1616]
month-header: April 1941 bbox=[1416, 316, 1479, 329]
departure-time: 10.30 bbox=[1146, 342, 1173, 352]
timetable-row bbox=[952, 353, 1479, 365]
article-body bbox=[1220, 1304, 1479, 1360]
ration-details: Van 2 Nov. t.m. 27 Dec. bon 98 (algemeen) 1 ons macaroni of vermicelli of spaghetti. bbox=[47, 767, 393, 789]
departure-time: ± 9.50 bbox=[1382, 354, 1413, 364]
stop-name: Vertrek Rotterdam bbox=[952, 378, 1086, 391]
departure-time: 5.30 bbox=[1213, 415, 1234, 426]
departure-time: 11.20 bbox=[1146, 366, 1173, 376]
departure-time: 8.00 bbox=[1333, 330, 1354, 340]
article-paragraph: Zie nader bericht elders in dit blad. bbox=[419, 264, 579, 274]
timetable-row bbox=[952, 365, 1479, 378]
stop-name: Vertrek Middelharnis bbox=[955, 330, 1054, 340]
time-period: n.m. bbox=[1093, 391, 1113, 401]
article-paragraph: De collecte voor Winterhulp Nederland, welke op 29 en 30 November te Amsterdam is gehouden, bracht, ongeacht de stortingen op giro- en bankrekeningen f 42.000 op. Gespecificeerd was het resultaat: f 25.000 voor straatcollecte en f 17.000 voor de huiscollecte. Het hoogste bankbiljet, dat men in een bus vond, bedroeg f 1000. bbox=[410, 825, 661, 903]
ad-size-price: No. 3 groot f 5.— bbox=[1394, 1570, 1472, 1581]
stop-name: Aankomst Middelharnis bbox=[955, 415, 1065, 426]
ration-item: Eieren. bbox=[55, 429, 91, 440]
newspaper-page bbox=[38, 173, 1491, 2180]
departure-time: 11.00 bbox=[1264, 342, 1291, 352]
departure-time: 6.30 bbox=[1393, 415, 1413, 426]
ad-price: f 7.15 bbox=[1445, 1524, 1472, 1535]
ration-item: Levertraan: bbox=[55, 941, 112, 952]
stop-name: Vertrek Schiedam bbox=[955, 391, 1038, 401]
article-paragraph: De minister van waterstaat heeft in Juni nuttig geoordeeld een commissie in te stellen naar 't vervoersvraagstuk op de Zuid-Hollandsche eilanden en op Schouwen-Duiveland en deze op te dragen te onderzoeken welke de verkeersbehoeften zijn van de streek, die thans door de Rotterdamsche Tramweg-Maatschappij wordt bediend en hoe die behoeften op de meest economische wijze zouden kunnen worden bevredigd. Mede werd verzocht te onderzoeken of het mogelijk is tot reorganisatie van het bestaande vervoersapparaat te komen en zoo ja, op welke wijze dit zou kunnen geschieden, dan wel of het de voorkeur verdient de zorg voor het verkeer aan een of meer andere ondernemingen toe te vertrouwen en hoe alsdan de overgang van het bedrijf ware te regelen. bbox=[678, 886, 934, 1054]
article-paragraph: — A.s. Zondagmorgen zal in de N. Herv. Kerk bediening van den Heiligen Doop worden gehouden. Doopouders worden verwacht Vrijdagavond van 7 tot 8 uur in de kerkekamer. bbox=[952, 1380, 1202, 1424]
ad-note: De practische waarde is voor beide uitvoeringen precies hetzelfde. bbox=[1227, 1616, 1472, 1639]
dankdag-title: Dankdag bbox=[1305, 908, 1394, 933]
departure-time: 10.30 bbox=[1327, 342, 1354, 352]
